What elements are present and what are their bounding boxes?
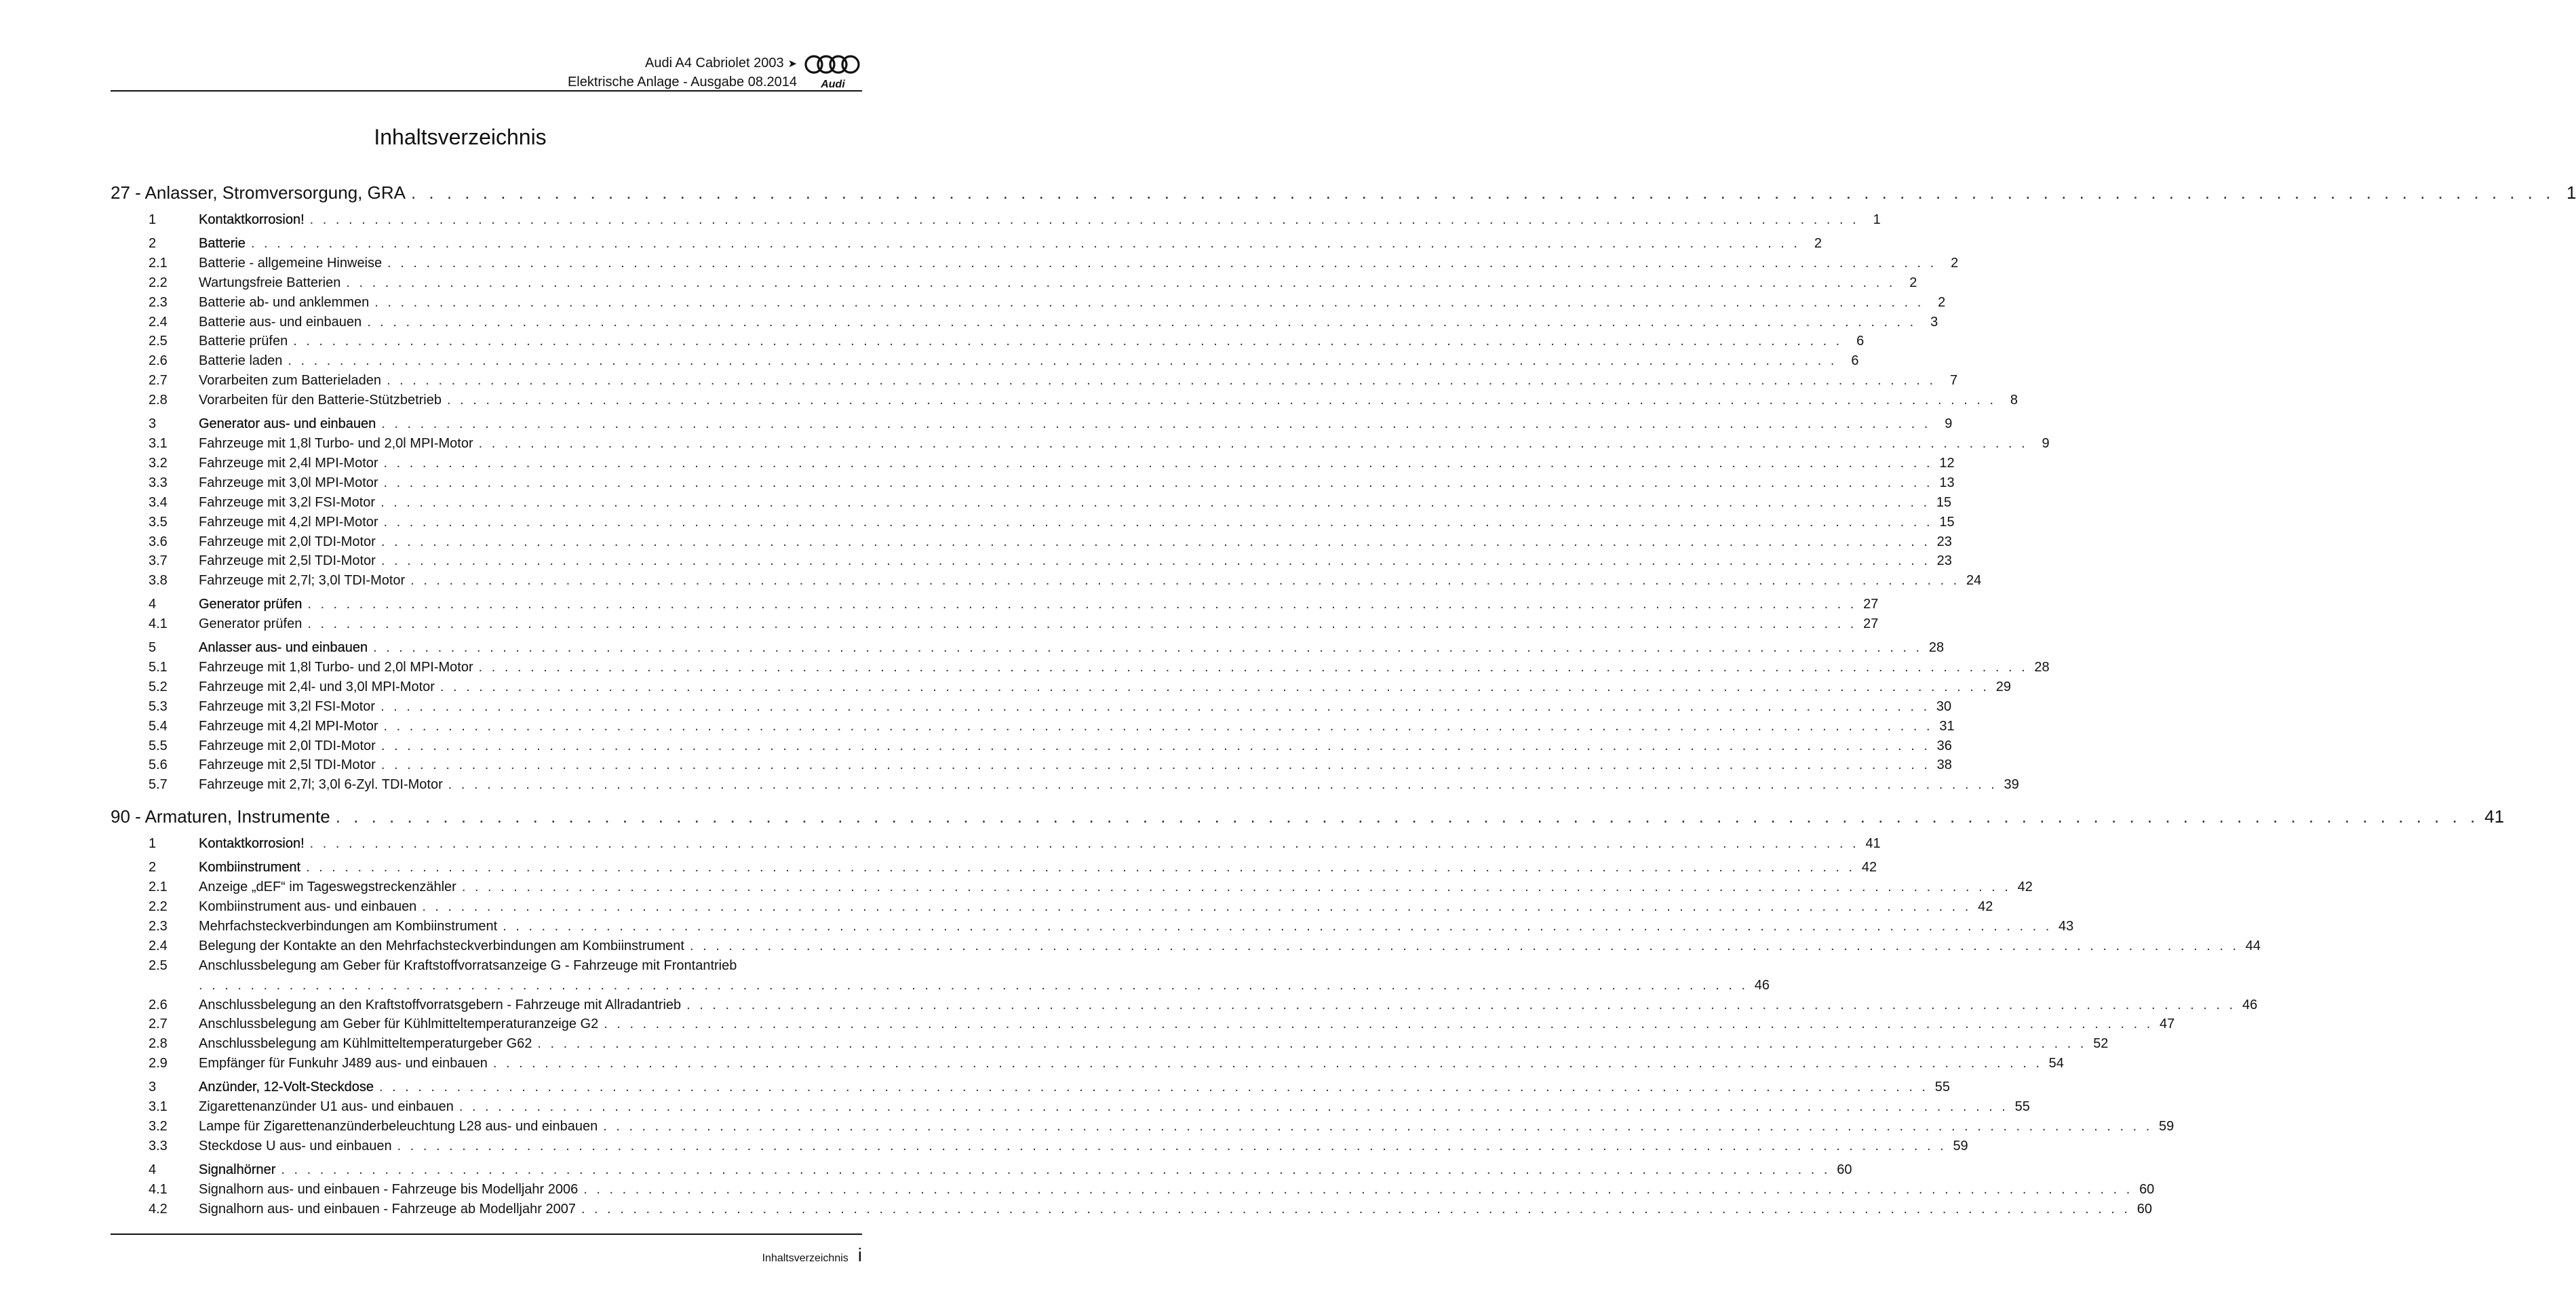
toc-leader-dots: . . . . . . . . . . . . . . . . . . . . . . . . . . . . . . . . . . . . . . . . . . . . . . . . . . . . . . . . . . . . . . . . . . . . . . . . . . . . . . . . . . . . . . . . . . . . . . . . . . . . . . . . . . . . . . . . . . . . . . . . [410, 182, 2555, 203]
toc-title: Anschlussbelegung an den Kraftstoffvorratsgebern - Fahrzeuge mit Allradantrieb [199, 997, 682, 1012]
toc-number: 3.1 [149, 1099, 168, 1115]
toc-page-number: 6 [1856, 334, 1865, 349]
toc-entry[interactable] [111, 897, 1993, 917]
arrow-icon: ➤ [787, 58, 797, 70]
toc-title: Fahrzeuge mit 4,2l MPI-Motor [199, 514, 378, 530]
toc-page-number: 52 [2093, 1036, 2109, 1052]
toc-title: Wartungsfreie Batterien [199, 275, 341, 290]
header-model: Audi A4 Cabriolet 2003 [645, 56, 784, 71]
toc-leader-dots: . . . . . . . . . . . . . . . . . . . . . . . . . . . . . . . . . . . . . . . . . . . . . . . . . . . . . . . . . . . . . . . . . . . . . . . . . . . . . . . . . . . . . . . . . . . . . . . . . . . . . . . . . . . . . . . . . . . . . . . . [447, 393, 1997, 408]
toc-title: 27 - Anlasser, Stromversorgung, GRA [111, 182, 406, 203]
toc-page-number: 2 [1938, 294, 1946, 310]
toc-page-number: 31 [1939, 718, 1955, 734]
toc-section[interactable] [111, 595, 1879, 614]
page-header [111, 53, 862, 91]
toc-title: Anschlussbelegung am Kühlmitteltemperaturgeber G62 [199, 1036, 532, 1052]
toc-title: Fahrzeuge mit 4,2l MPI-Motor [199, 718, 378, 734]
toc-page-number: 2 [1909, 275, 1917, 290]
audi-logo-text: Audi [821, 79, 845, 90]
toc-page-number: 30 [1936, 698, 1952, 714]
toc-leader-dots: . . . . . . . . . . . . . . . . . . . . . . . . . . . . . . . . . . . . . . . . . . . . . . . . . . . . . . . . . . . . . . . . . . . . . . . . . . . . . . . . . . . . . . . . . . . . . . . . . . . . . . . . . . . . . . . . . . . . . . . . [387, 373, 1936, 389]
toc-leader-dots: . . . . . . . . . . . . . . . . . . . . . . . . . . . . . . . . . . . . . . . . . . . . . . . . . . . . . . . . . . . . . . . . . . . . . . . . . . . . . . . . . . . . . . . . . . . . . . . . . . . . . . . . . . . . . . . . . . . . . . . . [309, 836, 1859, 852]
toc-leader-dots: . . . . . . . . . . . . . . . . . . . . . . . . . . . . . . . . . . . . . . . . . . . . . . . . . . . . . . . . . . . . . . . . . . . . . . . . . . . . . . . . . . . . . . . . . . . . . . . . . . . . . . . . . . . . . . . . . . . . . . . . [397, 1138, 1947, 1153]
toc-page-number: 42 [2017, 880, 2033, 895]
toc-entry[interactable] [111, 391, 2018, 410]
toc-entry[interactable] [111, 513, 1955, 532]
toc-page-number: 36 [1936, 738, 1952, 753]
toc-chapter[interactable] [111, 803, 2505, 830]
toc-leader-dots: . . . . . . . . . . . . . . . . . . . . . . . . . . . . . . . . . . . . . . . . . . . . . . . . . . . . . . . . . . . . . . . . . . . . . . . . . . . . . . . . . . . . . . . . . . . . . . . . . . . . . . . . . . . . . . . . . . . . . . . . [335, 806, 2480, 827]
toc-entry[interactable] [111, 313, 1938, 332]
toc-number: 4.2 [149, 1201, 168, 1217]
toc-page-number: 44 [2245, 938, 2261, 953]
toc-page-number: 27 [1863, 616, 1879, 632]
toc-leader-dots: . . . . . . . . . . . . . . . . . . . . . . . . . . . . . . . . . . . . . . . . . . . . . . . . . . . . . . . . . . . . . . . . . . . . . . . . . . . . . . . . . . . . . . . . . . . . . . . . . . . . . . . . . . . . . . . . . . . . . . . . [250, 235, 1800, 251]
toc-entry[interactable] [111, 1180, 2155, 1200]
toc-number: 5.4 [149, 718, 168, 734]
toc-entry[interactable] [111, 956, 860, 976]
toc-title: Kontaktkorrosion! [199, 836, 305, 852]
toc-number: 2.9 [149, 1056, 168, 1071]
toc-leader-dots: . . . . . . . . . . . . . . . . . . . . . . . . . . . . . . . . . . . . . . . . . . . . . . . . . . . . . . . . . . . . . . . . . . . . . . . . . . . . . . . . . . . . . . . . . . . . . . . . . . . . . . . . . . . . . . . . . . . . . . . . [367, 314, 1917, 330]
toc-number: 1 [149, 212, 157, 227]
toc-number: 2.2 [149, 275, 168, 290]
toc-title: Fahrzeuge mit 2,5l TDI-Motor [199, 553, 376, 569]
toc-entry[interactable] [111, 775, 2019, 795]
toc-page-number: 2 [1951, 255, 1959, 271]
toc-number: 2.5 [149, 958, 168, 973]
toc-leader-dots: . . . . . . . . . . . . . . . . . . . . . . . . . . . . . . . . . . . . . . . . . . . . . . . . . . . . . . . . . . . . . . . . . . . . . . . . . . . . . . . . . . . . . . . . . . . . . . . . . . . . . . . . . . . . . . . . . . . . . . . . [309, 212, 1859, 227]
footer-divider [111, 1234, 862, 1235]
toc-page-number: 9 [2042, 435, 2050, 451]
toc-entry[interactable] [111, 254, 1959, 273]
toc-page-number: 6 [1851, 353, 1859, 369]
toc-leader-dots: . . . . . . . . . . . . . . . . . . . . . . . . . . . . . . . . . . . . . . . . . . . . . . . . . . . . . . . . . . . . . . . . . . . . . . . . . . . . . . . . . . . . . . . . . . . . . . . . . . . . . . . . . . . . . . . . . . . . . . . . [373, 640, 1923, 656]
toc-title: Zigarettenanzünder U1 aus- und einbauen [199, 1099, 454, 1115]
toc-page-number: 60 [2139, 1181, 2155, 1197]
toc-section[interactable] [111, 234, 1822, 254]
toc-entry[interactable] [111, 1117, 2174, 1137]
toc-number: 3.5 [149, 514, 168, 530]
toc-number: 2 [149, 860, 157, 875]
footer-label: Inhaltsverzeichnis [762, 1252, 848, 1264]
toc-number: 2.3 [149, 918, 168, 934]
toc-title: Fahrzeuge mit 2,0l TDI-Motor [199, 534, 376, 549]
toc-entry[interactable] [111, 293, 1946, 313]
toc-entry[interactable] [111, 917, 2074, 936]
toc-page-number: 41 [2484, 806, 2505, 827]
toc-number: 5.6 [149, 757, 168, 773]
toc-leader-dots: . . . . . . . . . . . . . . . . . . . . . . . . . . . . . . . . . . . . . . . . . . . . . . . . . . . . . . . . . . . . . . . . . . . . . . . . . . . . . . . . . . . . . . . . . . . . . . . . . . . . . . . . . . . . . . . . . . . . . . . . [503, 918, 2052, 934]
toc-number: 3.3 [149, 475, 168, 490]
toc-entry[interactable] [111, 273, 1917, 293]
toc-entry[interactable] [111, 332, 1865, 351]
toc-page-number: 27 [1863, 597, 1879, 612]
toc-title: Signalhorn aus- und einbauen - Fahrzeuge bis Modelljahr 2006 [199, 1181, 579, 1197]
toc-entry[interactable] [111, 371, 1958, 391]
toc-page-number: 41 [1865, 836, 1881, 852]
toc-entry[interactable] [111, 571, 1982, 591]
toc-page-number: 9 [1945, 416, 1953, 432]
toc-entry[interactable] [111, 1097, 2030, 1117]
toc-section[interactable] [111, 1078, 1950, 1097]
toc-number: 2.4 [149, 314, 168, 330]
toc-page-number: 23 [1936, 553, 1952, 569]
toc-leader-dots: . . . . . . . . . . . . . . . . . . . . . . . . . . . . . . . . . . . . . . . . . . . . . . . . . . . . . . . . . . . . . . . . . . . . . . . . . . . . . . . . . . . . . . . . . . . . . . . . . . . . . . . . . . . . . . . . . . . . . . . . [383, 514, 1933, 530]
toc-number: 4 [149, 597, 157, 612]
toc-entry[interactable] [111, 473, 1955, 493]
toc-title: Anschlussbelegung am Geber für Kühlmitteltemperaturanzeige G2 [199, 1017, 599, 1032]
toc-title: Fahrzeuge mit 2,4l MPI-Motor [199, 455, 378, 471]
toc-leader-dots: . . . . . . . . . . . . . . . . . . . . . . . . . . . . . . . . . . . . . . . . . . . . . . . . . . . . . . . . . . . . . . . . . . . . . . . . . . . . . . . . . . . . . . . . . . . . . . . . . . . . . . . . . . . . . . . . . . . . . . . . [537, 1036, 2087, 1052]
toc-title: Signalhorn aus- und einbauen - Fahrzeuge ab Modelljahr 2007 [199, 1201, 576, 1217]
toc-leader-dots: . . . . . . . . . . . . . . . . . . . . . . . . . . . . . . . . . . . . . . . . . . . . . . . . . . . . . . . . . . . . . . . . . . . . . . . . . . . . . . . . . . . . . . . . . . . . . . . . . . . . . . . . . . . . . . . . . . . . . . . . [690, 938, 2240, 953]
toc-number: 3.6 [149, 534, 168, 549]
toc-title: Steckdose U aus- und einbauen [199, 1138, 392, 1153]
toc-entry[interactable] [111, 1054, 2064, 1073]
toc-number: 5.5 [149, 738, 168, 753]
toc-title: Kontaktkorrosion! [199, 212, 305, 227]
toc-page-number: 46 [1754, 977, 1770, 993]
toc-number: 3 [149, 416, 157, 432]
toc-entry[interactable] [111, 877, 2033, 897]
toc-leader-dots: . . . . . . . . . . . . . . . . . . . . . . . . . . . . . . . . . . . . . . . . . . . . . . . . . . . . . . . . . . . . . . . . . . . . . . . . . . . . . . . . . . . . . . . . . . . . . . . . . . . . . . . . . . . . . . . . . . . . . . . . [581, 1201, 2130, 1217]
toc-leader-dots: . . . . . . . . . . . . . . . . . . . . . . . . . . . . . . . . . . . . . . . . . . . . . . . . . . . . . . . . . . . . . . . . . . . . . . . . . . . . . . . . . . . . . . . . . . . . . . . . . . . . . . . . . . . . . . . . . . . . . . . . [380, 757, 1930, 773]
toc-leader-dots: . . . . . . . . . . . . . . . . . . . . . . . . . . . . . . . . . . . . . . . . . . . . . . . . . . . . . . . . . . . . . . . . . . . . . . . . . . . . . . . . . . . . . . . . . . . . . . . . . . . . . . . . . . . . . . . . . . . . . . . . [604, 1017, 2153, 1032]
toc-number: 3.2 [149, 455, 168, 471]
toc-title: Batterie [199, 235, 246, 251]
toc-page-number: 28 [1928, 640, 1945, 656]
toc-title: Generator aus- und einbauen [199, 416, 376, 432]
toc-page-number: 55 [2014, 1099, 2030, 1115]
toc-title: Batterie aus- und einbauen [199, 314, 362, 330]
toc-page-number: 60 [1837, 1162, 1852, 1177]
toc-entry[interactable] [111, 936, 2261, 956]
toc-leader-dots: . . . . . . . . . . . . . . . . . . . . . . . . . . . . . . . . . . . . . . . . . . . . . . . . . . . . . . . . . . . . . . . . . . . . . . . . . . . . . . . . . . . . . . . . . . . . . . . . . . . . . . . . . . . . . . . . . . . . . . . . [380, 494, 1930, 510]
toc-page-number: 15 [1936, 494, 1952, 510]
toc-title: Fahrzeuge mit 3,0l MPI-Motor [199, 475, 378, 490]
toc-entry[interactable] [111, 434, 2050, 454]
toc-number: 2.1 [149, 255, 168, 271]
toc-leader-dots: . . . . . . . . . . . . . . . . . . . . . . . . . . . . . . . . . . . . . . . . . . . . . . . . . . . . . . . . . . . . . . . . . . . . . . . . . . . . . . . . . . . . . . . . . . . . . . . . . . . . . . . . . . . . . . . . . . . . . . . . [583, 1181, 2133, 1197]
toc-page-number: 23 [1936, 534, 1952, 549]
toc-section[interactable] [111, 834, 1881, 854]
toc-leader-dots: . . . . . . . . . . . . . . . . . . . . . . . . . . . . . . . . . . . . . . . . . . . . . . . . . . . . . . . . . . . . . . . . . . . . . . . . . . . . . . . . . . . . . . . . . . . . . . . . . . . . . . . . . . . . . . . . . . . . . . . . [307, 616, 1857, 632]
toc-title: Fahrzeuge mit 3,2l FSI-Motor [199, 494, 376, 510]
toc-entry[interactable] [111, 717, 1955, 736]
toc-page-number: 3 [1930, 314, 1938, 330]
toc-page-number: 2 [1814, 235, 1822, 251]
toc-entry[interactable] [111, 1137, 1968, 1156]
toc-number: 2.7 [149, 1017, 168, 1032]
toc-number: 2.6 [149, 997, 168, 1012]
toc-page-number: 55 [1934, 1080, 1950, 1095]
toc-number: 5.1 [149, 659, 168, 675]
toc-number: 3.1 [149, 435, 168, 451]
toc-title: 90 - Armaturen, Instrumente [111, 806, 330, 827]
toc-entry[interactable] [111, 697, 1952, 717]
toc-leader-dots: . . . . . . . . . . . . . . . . . . . . . . . . . . . . . . . . . . . . . . . . . . . . . . . . . . . . . . . . . . . . . . . . . . . . . . . . . . . . . . . . . . . . . . . . . . . . . . . . . . . . . . . . . . . . . . . . . . . . . . . . [478, 435, 2028, 451]
toc-title: Anzünder, 12-Volt-Steckdose [199, 1080, 374, 1095]
toc-entry[interactable] [111, 551, 1952, 571]
table-of-contents [111, 178, 2576, 1219]
toc-leader-dots: . . . . . . . . . . . . . . . . . . . . . . . . . . . . . . . . . . . . . . . . . . . . . . . . . . . . . . . . . . . . . . . . . . . . . . . . . . . . . . . . . . . . . . . . . . . . . . . . . . . . . . . . . . . . . . . . . . . . . . . . [307, 597, 1857, 612]
toc-entry[interactable] [111, 614, 1879, 634]
toc-leader-dots: . . . . . . . . . . . . . . . . . . . . . . . . . . . . . . . . . . . . . . . . . . . . . . . . . . . . . . . . . . . . . . . . . . . . . . . . . . . . . . . . . . . . . . . . . . . . . . . . . . . . . . . . . . . . . . . . . . . . . . . . [383, 475, 1933, 490]
toc-title: Fahrzeuge mit 2,7l; 3,0l 6-Zyl. TDI-Motor [199, 777, 443, 793]
toc-leader-dots: . . . . . . . . . . . . . . . . . . . . . . . . . . . . . . . . . . . . . . . . . . . . . . . . . . . . . . . . . . . . . . . . . . . . . . . . . . . . . . . . . . . . . . . . . . . . . . . . . . . . . . . . . . . . . . . . . . . . . . . . [381, 416, 1931, 432]
toc-page-number: 54 [2048, 1056, 2064, 1071]
toc-title: Kombiinstrument aus- und einbauen [199, 899, 417, 914]
toc-number: 2.8 [149, 393, 168, 408]
toc-page-number: 7 [1949, 373, 1958, 389]
toc-number: 3.7 [149, 553, 168, 569]
toc-leader-dots: . . . . . . . . . . . . . . . . . . . . . . . . . . . . . . . . . . . . . . . . . . . . . . . . . . . . . . . . . . . . . . . . . . . . . . . . . . . . . . . . . . . . . . . . . . . . . . . . . . . . . . . . . . . . . . . . . . . . . . . . [478, 659, 2028, 675]
toc-entry[interactable] [111, 976, 1770, 995]
toc-title: Belegung der Kontakte an den Mehrfachsteckverbindungen am Kombiinstrument [199, 938, 684, 953]
toc-number: 4.1 [149, 616, 168, 632]
toc-leader-dots: . . . . . . . . . . . . . . . . . . . . . . . . . . . . . . . . . . . . . . . . . . . . . . . . . . . . . . . . . . . . . . . . . . . . . . . . . . . . . . . . . . . . . . . . . . . . . . . . . . . . . . . . . . . . . . . . . . . . . . . . [378, 1080, 1928, 1095]
toc-title: Mehrfachsteckverbindungen am Kombiinstrument [199, 918, 498, 934]
toc-entry[interactable] [111, 351, 1859, 371]
toc-page-number: 46 [2242, 997, 2258, 1012]
footer-page-number: i [857, 1244, 862, 1265]
page-title: Inhaltsverzeichnis [374, 125, 547, 149]
toc-leader-dots: . . . . . . . . . . . . . . . . . . . . . . . . . . . . . . . . . . . . . . . . . . . . . . . . . . . . . . . . . . . . . . . . . . . . . . . . . . . . . . . . . . . . . . . . . . . . . . . . . . . . . . . . . . . . . . . . . . . . . . . . [461, 880, 2011, 895]
toc-leader-dots: . . . . . . . . . . . . . . . . . . . . . . . . . . . . . . . . . . . . . . . . . . . . . . . . . . . . . . . . . . . . . . . . . . . . . . . . . . . . . . . . . . . . . . . . . . . . . . . . . . . . . . . . . . . . . . . . . . . . . . . . [383, 718, 1933, 734]
toc-title: Fahrzeuge mit 2,4l- und 3,0l MPI-Motor [199, 679, 435, 694]
toc-page-number: 13 [1939, 475, 1955, 490]
toc-number: 2.6 [149, 353, 168, 369]
toc-page-number: 59 [2159, 1118, 2174, 1134]
toc-entry[interactable] [111, 1014, 2175, 1034]
toc-title: Signalhörner [199, 1162, 276, 1177]
toc-title: Batterie laden [199, 353, 283, 369]
toc-section[interactable] [111, 414, 1953, 434]
toc-entry[interactable] [111, 658, 2050, 677]
toc-entry[interactable] [111, 736, 1952, 756]
toc-title: Fahrzeuge mit 2,7l; 3,0l TDI-Motor [199, 573, 406, 589]
toc-section[interactable] [111, 858, 1877, 877]
page-footer [762, 1244, 862, 1266]
toc-leader-dots: . . . . . . . . . . . . . . . . . . . . . . . . . . . . . . . . . . . . . . . . . . . . . . . . . . . . . . . . . . . . . . . . . . . . . . . . . . . . . . . . . . . . . . . . . . . . . . . . . . . . . . . . . . . . . . . . . . . . . . . . [281, 1162, 1831, 1177]
toc-entry[interactable] [111, 995, 2258, 1015]
header-text [568, 54, 797, 91]
toc-title: Fahrzeuge mit 1,8l Turbo- und 2,0l MPI-Motor [199, 435, 473, 451]
toc-section[interactable] [111, 210, 1881, 230]
toc-leader-dots: . . . . . . . . . . . . . . . . . . . . . . . . . . . . . . . . . . . . . . . . . . . . . . . . . . . . . . . . . . . . . . . . . . . . . . . . . . . . . . . . . . . . . . . . . . . . . . . . . . . . . . . . . . . . . . . . . . . . . . . . [380, 738, 1930, 753]
toc-number: 2.8 [149, 1036, 168, 1052]
toc-title: Batterie prüfen [199, 334, 288, 349]
toc-leader-dots: . . . . . . . . . . . . . . . . . . . . . . . . . . . . . . . . . . . . . . . . . . . . . . . . . . . . . . . . . . . . . . . . . . . . . . . . . . . . . . . . . . . . . . . . . . . . . . . . . . . . . . . . . . . . . . . . . . . . . . . . [380, 698, 1930, 714]
toc-page-number: 42 [1978, 899, 1993, 914]
toc-page-number: 8 [2010, 393, 2018, 408]
toc-title: Fahrzeuge mit 1,8l Turbo- und 2,0l MPI-Motor [199, 659, 473, 675]
toc-title: Lampe für Zigarettenanzünderbeleuchtung L28 aus- und einbauen [199, 1118, 598, 1134]
toc-page-number: 29 [1995, 679, 2011, 694]
toc-title: Kombiinstrument [199, 860, 301, 875]
toc-leader-dots: . . . . . . . . . . . . . . . . . . . . . . . . . . . . . . . . . . . . . . . . . . . . . . . . . . . . . . . . . . . . . . . . . . . . . . . . . . . . . . . . . . . . . . . . . . . . . . . . . . . . . . . . . . . . . . . . . . . . . . . . [346, 275, 1896, 290]
toc-leader-dots: . . . . . . . . . . . . . . . . . . . . . . . . . . . . . . . . . . . . . . . . . . . . . . . . . . . . . . . . . . . . . . . . . . . . . . . . . . . . . . . . . . . . . . . . . . . . . . . . . . . . . . . . . . . . . . . . . . . . . . . . [448, 777, 1997, 793]
toc-number: 5.7 [149, 777, 168, 793]
toc-leader-dots: . . . . . . . . . . . . . . . . . . . . . . . . . . . . . . . . . . . . . . . . . . . . . . . . . . . . . . . . . . . . . . . . . . . . . . . . . . . . . . . . . . . . . . . . . . . . . . . . . . . . . . . . . . . . . . . . . . . . . . . . [306, 860, 1856, 875]
toc-number: 2.7 [149, 373, 168, 389]
toc-number: 3.3 [149, 1138, 168, 1153]
toc-leader-dots: . . . . . . . . . . . . . . . . . . . . . . . . . . . . . . . . . . . . . . . . . . . . . . . . . . . . . . . . . . . . . . . . . . . . . . . . . . . . . . . . . . . . . . . . . . . . . . . . . . . . . . . . . . . . . . . . . . . . . . . . [440, 679, 1989, 694]
toc-section[interactable] [111, 1160, 1852, 1180]
header-edition: Elektrische Anlage - Ausgabe 08.2014 [567, 75, 797, 90]
toc-page-number: 1 [1873, 212, 1881, 227]
toc-page-number: 1 [2566, 182, 2576, 203]
toc-entry[interactable] [111, 677, 2011, 697]
header-model-line [568, 54, 797, 73]
toc-page-number: 42 [1861, 860, 1877, 875]
toc-leader-dots: . . . . . . . . . . . . . . . . . . . . . . . . . . . . . . . . . . . . . . . . . . . . . . . . . . . . . . . . . . . . . . . . . . . . . . . . . . . . . . . . . . . . . . . . . . . . . . . . . . . . . . . . . . . . . . . . . . . . . . . . [293, 334, 1843, 349]
toc-number: 2.1 [149, 880, 168, 895]
toc-number: 4 [149, 1162, 157, 1177]
toc-page-number: 60 [2136, 1201, 2152, 1217]
toc-number: 3 [149, 1080, 157, 1095]
toc-number: 3.4 [149, 494, 168, 510]
toc-number: 5.3 [149, 698, 168, 714]
toc-leader-dots: . . . . . . . . . . . . . . . . . . . . . . . . . . . . . . . . . . . . . . . . . . . . . . . . . . . . . . . . . . . . . . . . . . . . . . . . . . . . . . . . . . . . . . . . . . . . . . . . . . . . . . . . . . . . . . . . . . . . . . . . [199, 977, 1749, 993]
toc-title: Generator prüfen [199, 616, 303, 632]
toc-title: Batterie - allgemeine Hinweise [199, 255, 383, 271]
toc-page-number: 59 [1953, 1138, 1968, 1153]
toc-leader-dots: . . . . . . . . . . . . . . . . . . . . . . . . . . . . . . . . . . . . . . . . . . . . . . . . . . . . . . . . . . . . . . . . . . . . . . . . . . . . . . . . . . . . . . . . . . . . . . . . . . . . . . . . . . . . . . . . . . . . . . . . [458, 1099, 2008, 1115]
toc-page-number: 38 [1936, 757, 1952, 773]
toc-number: 5 [149, 640, 157, 656]
toc-title: Fahrzeuge mit 3,2l FSI-Motor [199, 698, 376, 714]
toc-number: 3.2 [149, 1118, 168, 1134]
toc-chapter[interactable] [111, 179, 2576, 206]
toc-number: 2.4 [149, 938, 168, 953]
toc-entry[interactable] [111, 755, 1952, 775]
toc-entry[interactable] [111, 1200, 2152, 1219]
toc-leader-dots: . . . . . . . . . . . . . . . . . . . . . . . . . . . . . . . . . . . . . . . . . . . . . . . . . . . . . . . . . . . . . . . . . . . . . . . . . . . . . . . . . . . . . . . . . . . . . . . . . . . . . . . . . . . . . . . . . . . . . . . . [380, 553, 1930, 569]
toc-title: Vorarbeiten zum Batterieladen [199, 373, 382, 389]
toc-leader-dots: . . . . . . . . . . . . . . . . . . . . . . . . . . . . . . . . . . . . . . . . . . . . . . . . . . . . . . . . . . . . . . . . . . . . . . . . . . . . . . . . . . . . . . . . . . . . . . . . . . . . . . . . . . . . . . . . . . . . . . . . [492, 1056, 2042, 1071]
toc-number: 2 [149, 235, 157, 251]
audi-logo [804, 53, 862, 91]
toc-leader-dots: . . . . . . . . . . . . . . . . . . . . . . . . . . . . . . . . . . . . . . . . . . . . . . . . . . . . . . . . . . . . . . . . . . . . . . . . . . . . . . . . . . . . . . . . . . . . . . . . . . . . . . . . . . . . . . . . . . . . . . . . [603, 1118, 2153, 1134]
toc-section[interactable] [111, 638, 1945, 658]
toc-leader-dots: . . . . . . . . . . . . . . . . . . . . . . . . . . . . . . . . . . . . . . . . . . . . . . . . . . . . . . . . . . . . . . . . . . . . . . . . . . . . . . . . . . . . . . . . . . . . . . . . . . . . . . . . . . . . . . . . . . . . . . . . [383, 455, 1933, 471]
toc-title: Anschlussbelegung am Geber für Kraftstoffvorratsanzeige G - Fahrzeuge mit Frontantrieb [199, 958, 737, 973]
toc-page-number: 12 [1939, 455, 1955, 471]
toc-entry[interactable] [111, 1034, 2109, 1054]
toc-title: Fahrzeuge mit 2,5l TDI-Motor [199, 757, 376, 773]
toc-number: 1 [149, 836, 157, 852]
toc-page-number: 28 [2034, 659, 2050, 675]
toc-number: 2.3 [149, 294, 168, 310]
toc-leader-dots: . . . . . . . . . . . . . . . . . . . . . . . . . . . . . . . . . . . . . . . . . . . . . . . . . . . . . . . . . . . . . . . . . . . . . . . . . . . . . . . . . . . . . . . . . . . . . . . . . . . . . . . . . . . . . . . . . . . . . . . . [374, 294, 1924, 310]
toc-page-number: 47 [2160, 1017, 2175, 1032]
toc-page-number: 39 [2004, 777, 2019, 793]
toc-page-number: 24 [1966, 573, 1982, 589]
toc-title: Batterie ab- und anklemmen [199, 294, 370, 310]
toc-page-number: 43 [2058, 918, 2074, 934]
toc-leader-dots: . . . . . . . . . . . . . . . . . . . . . . . . . . . . . . . . . . . . . . . . . . . . . . . . . . . . . . . . . . . . . . . . . . . . . . . . . . . . . . . . . . . . . . . . . . . . . . . . . . . . . . . . . . . . . . . . . . . . . . . . [422, 899, 1972, 914]
toc-leader-dots: . . . . . . . . . . . . . . . . . . . . . . . . . . . . . . . . . . . . . . . . . . . . . . . . . . . . . . . . . . . . . . . . . . . . . . . . . . . . . . . . . . . . . . . . . . . . . . . . . . . . . . . . . . . . . . . . . . . . . . . . [387, 255, 1937, 271]
toc-title: Generator prüfen [199, 597, 303, 612]
toc-title: Empfänger für Funkuhr J489 aus- und einbauen [199, 1056, 488, 1071]
toc-title: Fahrzeuge mit 2,0l TDI-Motor [199, 738, 376, 753]
toc-number: 5.2 [149, 679, 168, 694]
toc-title: Anlasser aus- und einbauen [199, 640, 368, 656]
toc-number: 2.2 [149, 899, 168, 914]
toc-entry[interactable] [111, 454, 1955, 473]
toc-number: 3.8 [149, 573, 168, 589]
toc-title: Anzeige „dEF“ im Tageswegstreckenzähler [199, 880, 456, 895]
toc-page-number: 15 [1939, 514, 1955, 530]
toc-title: Vorarbeiten für den Batterie-Stützbetrieb [199, 393, 442, 408]
toc-leader-dots: . . . . . . . . . . . . . . . . . . . . . . . . . . . . . . . . . . . . . . . . . . . . . . . . . . . . . . . . . . . . . . . . . . . . . . . . . . . . . . . . . . . . . . . . . . . . . . . . . . . . . . . . . . . . . . . . . . . . . . . . [410, 573, 1960, 589]
toc-entry[interactable] [111, 532, 1952, 552]
toc-number: 2.5 [149, 334, 168, 349]
toc-entry[interactable] [111, 493, 1952, 513]
toc-leader-dots: . . . . . . . . . . . . . . . . . . . . . . . . . . . . . . . . . . . . . . . . . . . . . . . . . . . . . . . . . . . . . . . . . . . . . . . . . . . . . . . . . . . . . . . . . . . . . . . . . . . . . . . . . . . . . . . . . . . . . . . . [288, 353, 1837, 369]
toc-leader-dots: . . . . . . . . . . . . . . . . . . . . . . . . . . . . . . . . . . . . . . . . . . . . . . . . . . . . . . . . . . . . . . . . . . . . . . . . . . . . . . . . . . . . . . . . . . . . . . . . . . . . . . . . . . . . . . . . . . . . . . . . [380, 534, 1930, 549]
toc-leader-dots: . . . . . . . . . . . . . . . . . . . . . . . . . . . . . . . . . . . . . . . . . . . . . . . . . . . . . . . . . . . . . . . . . . . . . . . . . . . . . . . . . . . . . . . . . . . . . . . . . . . . . . . . . . . . . . . . . . . . . . . . [686, 997, 2236, 1012]
toc-number: 4.1 [149, 1181, 168, 1197]
header-divider [111, 90, 862, 92]
